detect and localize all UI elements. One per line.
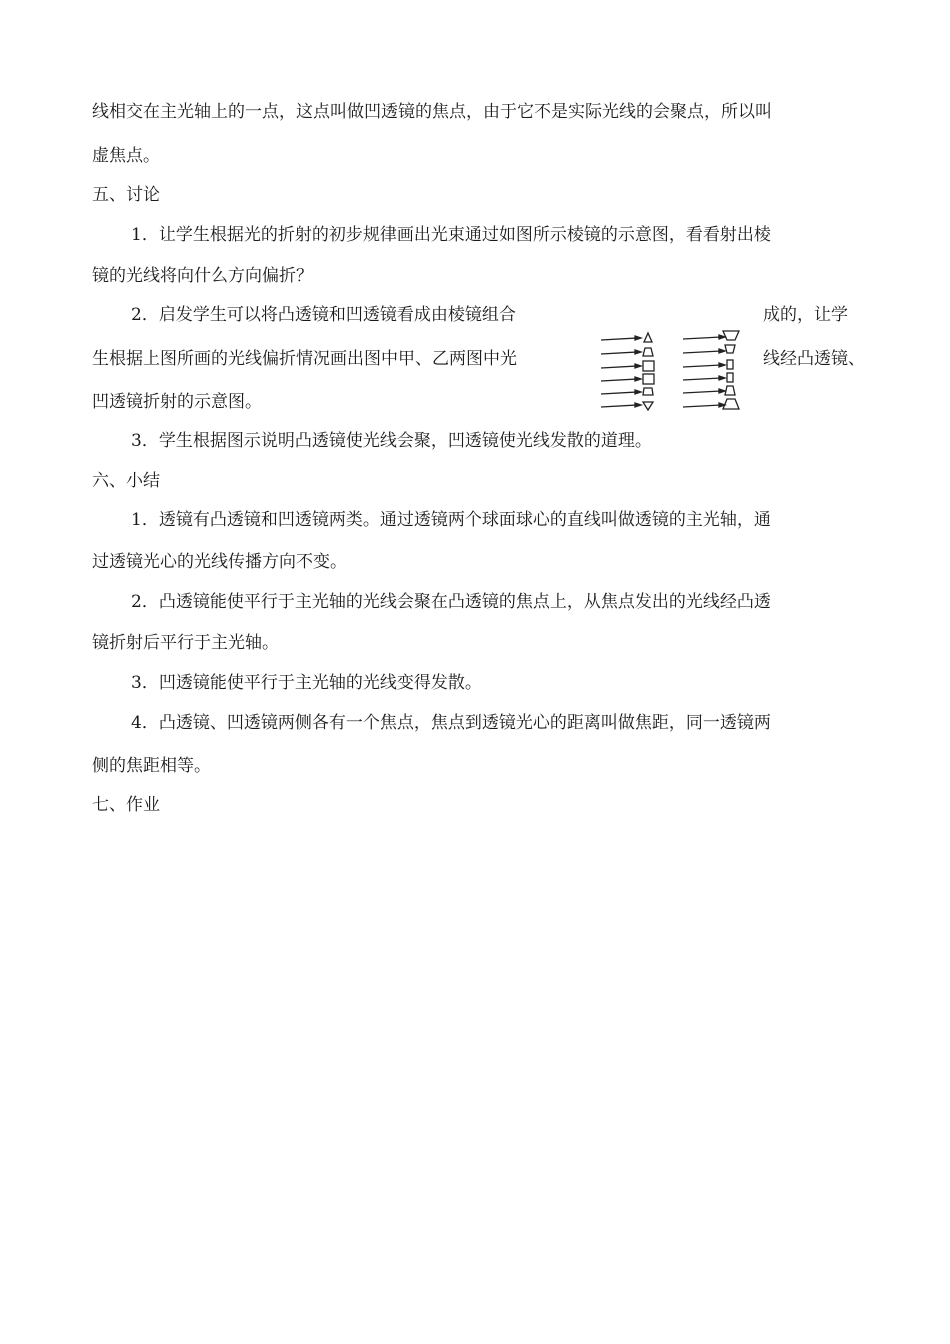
list-item-line: 镜的光线将向什么方向偏折？ xyxy=(92,266,313,286)
list-item-line: 镜折射后平行于主光轴。 xyxy=(92,633,279,653)
prism-shape xyxy=(727,373,733,382)
list-item-line: 生根据上图所画的光线偏折情况画出图中甲、乙两图中光 xyxy=(92,349,517,369)
list-item-line: 4．凸透镜、凹透镜两侧各有一个焦点，焦点到透镜光心的距离叫做焦距，同一透镜两 xyxy=(131,713,771,733)
prism-shape xyxy=(643,388,653,395)
convex-prism-group xyxy=(601,333,654,410)
list-item-line: 3．学生根据图示说明凸透镜使光线会聚，凹透镜使光线发散的道理。 xyxy=(131,431,652,451)
section-heading-7: 七、作业 xyxy=(92,795,160,815)
prism-ray-diagram xyxy=(597,328,747,414)
prism-shape xyxy=(644,333,652,342)
list-item-line: 1．让学生根据光的折射的初步规律画出光束通过如图所示棱镜的示意图，看看射出棱 xyxy=(131,225,771,245)
list-item-line: 侧的焦距相等。 xyxy=(92,756,211,776)
list-item-line: 凹透镜折射的示意图。 xyxy=(92,392,262,412)
paragraph-line: 虚焦点。 xyxy=(92,146,160,166)
prism-shape xyxy=(643,361,654,371)
list-item-line: 线经凸透镜、 xyxy=(763,349,865,369)
list-item-line: 2．凸透镜能使平行于主光轴的光线会聚在凸透镜的焦点上，从焦点发出的光线经凸透 xyxy=(131,592,771,612)
list-item-line: 3．凹透镜能使平行于主光轴的光线变得发散。 xyxy=(131,673,482,693)
list-item-line: 成的，让学 xyxy=(763,305,848,325)
list-item-line: 1．透镜有凸透镜和凹透镜两类。通过透镜两个球面球心的直线叫做透镜的主光轴，通 xyxy=(131,510,771,530)
prism-shape xyxy=(725,386,735,395)
concave-prism-group xyxy=(683,331,739,409)
section-heading-6: 六、小结 xyxy=(92,471,160,491)
prism-shape xyxy=(725,345,735,353)
paragraph-line: 线相交在主光轴上的一点，这点叫做凹透镜的焦点，由于它不是实际光线的会聚点，所以叫 xyxy=(92,102,772,122)
section-heading-5: 五、讨论 xyxy=(92,185,160,205)
prism-shape xyxy=(723,331,739,340)
prism-shape xyxy=(643,374,654,384)
list-item-line: 过透镜光心的光线传播方向不变。 xyxy=(92,552,347,572)
list-item-line: 2．启发学生可以将凸透镜和凹透镜看成由棱镜组合 xyxy=(131,305,516,325)
prism-shape xyxy=(643,348,653,356)
prism-shape xyxy=(643,402,653,410)
prism-shape xyxy=(727,360,733,369)
prism-shape xyxy=(723,399,739,409)
